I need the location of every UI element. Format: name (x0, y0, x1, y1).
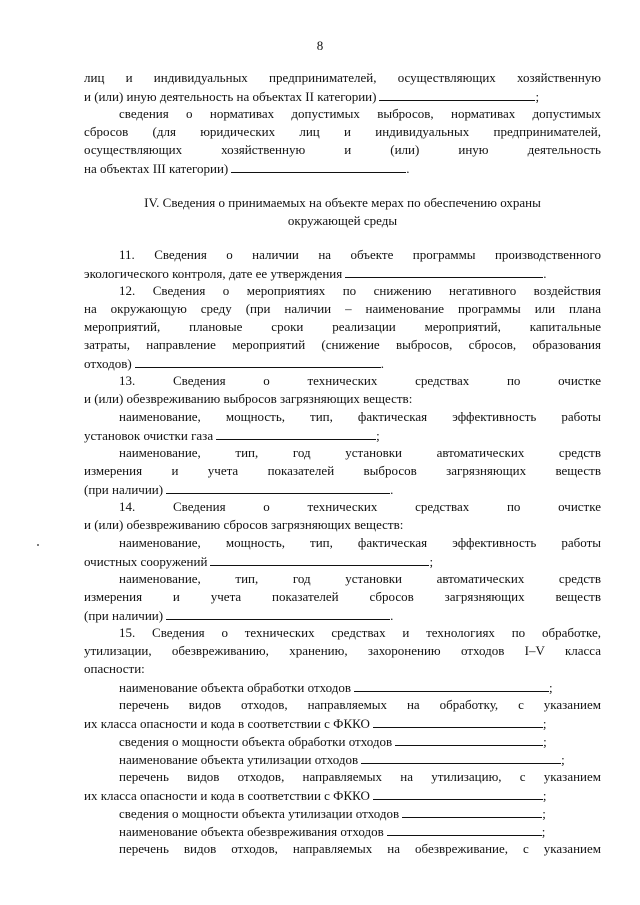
fill-in-blank[interactable] (354, 679, 549, 692)
line-text: наименование объекта обезвреживания отходов (119, 824, 384, 839)
scan-speck (37, 544, 39, 546)
text-line (84, 124, 601, 140)
line-text: мероприятий, плановые сроки реализации мероприятий, капитальные (84, 319, 601, 334)
fill-in-blank[interactable] (395, 733, 543, 746)
line-text: отходов) (84, 356, 132, 371)
text-line (84, 589, 601, 605)
line-text: их класса опасности и кода в соответствии с ФККО (84, 716, 370, 731)
line-text: и (или) иную деятельность на объектах II категории) (84, 89, 377, 104)
fill-in-blank[interactable] (166, 607, 390, 620)
section-heading-line (84, 213, 601, 229)
text-line (84, 427, 601, 444)
line-text: перечень видов отходов, направляемых на обезвреживание, с указанием (119, 841, 601, 856)
line-text: перечень видов отходов, направляемых на утилизацию, с указанием (119, 769, 601, 784)
fill-in-blank[interactable] (135, 355, 381, 368)
fill-in-blank[interactable] (373, 787, 543, 800)
line-text: и (или) обезвреживанию выбросов загрязняющих веществ: (84, 391, 413, 406)
text-line (84, 553, 601, 570)
text-line (84, 265, 601, 282)
page-number: 8 (316, 38, 324, 53)
text-line (119, 733, 601, 750)
text-line (119, 571, 601, 587)
text-line (84, 391, 601, 407)
line-text: перечень видов отходов, направляемых на обработку, с указанием (119, 697, 601, 712)
line-text: сведения о мощности объекта утилизации отходов (119, 806, 400, 821)
line-punctuation: ; (542, 806, 546, 821)
line-punctuation: ; (542, 716, 547, 731)
line-text: IV. Сведения о принимаемых на объекте мерах по обеспечению охраны (144, 195, 541, 210)
text-line (84, 355, 601, 372)
line-punctuation: . (390, 482, 394, 497)
line-text: сведения о мощности объекта обработки отходов (119, 734, 393, 749)
line-text: 11. Сведения о наличии на объекте программы производственного (119, 247, 601, 262)
line-text: (при наличии) (84, 608, 164, 623)
line-text: 13. Сведения о технических средствах по очистке (119, 373, 601, 388)
line-text: наименование, тип, год установки автоматических средств (119, 445, 601, 460)
text-line (84, 337, 601, 353)
fill-in-blank[interactable] (373, 715, 543, 728)
text-line (84, 481, 601, 498)
text-line (119, 823, 601, 840)
line-punctuation: ; (549, 680, 553, 695)
text-line (84, 661, 601, 677)
text-line (119, 697, 601, 713)
line-text: и (или) обезвреживанию сбросов загрязняющих веществ: (84, 517, 404, 532)
line-text: 15. Сведения о технических средствах и технологиях по обработке, (119, 625, 601, 640)
line-text: сбросов (для юридических лиц и индивидуальных предпринимателей, (84, 124, 601, 139)
line-text: окружающей среды (287, 213, 398, 228)
line-text: лиц и индивидуальных предпринимателей, осуществляющих хозяйственную (84, 70, 601, 85)
line-text: на объектах III категории) (84, 161, 229, 176)
line-text: опасности: (84, 661, 145, 676)
line-text: установок очистки газа (84, 428, 214, 443)
fill-in-blank[interactable] (166, 481, 390, 494)
fill-in-blank[interactable] (216, 427, 376, 440)
line-punctuation: . (390, 608, 394, 623)
line-text: осуществляющих хозяйственную и (или) иную деятельность (84, 142, 601, 157)
text-line (84, 643, 601, 659)
text-line (84, 787, 601, 804)
fill-in-blank[interactable] (402, 805, 542, 818)
line-text: измерения и учета показателей выбросов загрязняющих веществ (84, 463, 601, 478)
line-punctuation: . (406, 161, 410, 176)
text-line (84, 70, 601, 86)
line-text: наименование объекта утилизации отходов (119, 752, 359, 767)
text-line (84, 517, 601, 533)
line-text: утилизации, обезвреживанию, хранению, захоронению отходов I–V класса (84, 643, 601, 658)
fill-in-blank[interactable] (210, 553, 429, 566)
text-line (84, 88, 601, 105)
text-line (84, 607, 601, 624)
text-line (119, 535, 601, 551)
text-line (119, 769, 601, 785)
line-punctuation: ; (561, 752, 565, 767)
line-text: очистных сооружений (84, 554, 208, 569)
text-line (84, 142, 601, 158)
fill-in-blank[interactable] (387, 823, 542, 836)
text-line (119, 283, 601, 299)
text-line (84, 301, 601, 317)
line-text: наименование объекта обработки отходов (119, 680, 352, 695)
text-line (119, 373, 601, 389)
line-text: экологического контроля, дате ее утверждения (84, 266, 343, 281)
line-punctuation: ; (541, 824, 546, 839)
line-text: наименование, тип, год установки автоматических средств (119, 571, 601, 586)
line-text: измерения и учета показателей сбросов загрязняющих веществ (84, 589, 601, 604)
fill-in-blank[interactable] (231, 160, 406, 173)
line-text: сведения о нормативах допустимых выбросов, нормативах допустимых (119, 106, 601, 121)
line-text: (при наличии) (84, 482, 164, 497)
line-text: наименование, мощность, тип, фактическая эффективность работы (119, 535, 601, 550)
line-text: 12. Сведения о мероприятиях по снижению негативного воздействия (119, 283, 601, 298)
fill-in-blank[interactable] (345, 265, 543, 278)
line-text: наименование, мощность, тип, фактическая эффективность работы (119, 409, 601, 424)
fill-in-blank[interactable] (379, 88, 535, 101)
fill-in-blank[interactable] (361, 751, 561, 764)
line-punctuation: ; (376, 428, 380, 443)
line-punctuation: . (380, 356, 384, 371)
line-punctuation: ; (535, 89, 540, 104)
line-punctuation: ; (543, 734, 547, 749)
text-line (119, 751, 601, 768)
line-text: на окружающую среду (при наличии – наименование программы или плана (84, 301, 601, 316)
section-heading-line (84, 195, 601, 211)
text-line (119, 106, 601, 122)
text-line (84, 160, 601, 177)
text-line (119, 805, 601, 822)
line-text: затраты, направление мероприятий (снижение выбросов, сбросов, образования (84, 337, 601, 352)
text-line (119, 679, 601, 696)
text-line (119, 445, 601, 461)
line-punctuation: . (543, 266, 547, 281)
text-line (84, 715, 601, 732)
text-line (119, 409, 601, 425)
line-text: их класса опасности и кода в соответствии с ФККО (84, 788, 370, 803)
text-line (119, 247, 601, 263)
line-punctuation: ; (429, 554, 434, 569)
text-line (84, 463, 601, 479)
text-line (119, 841, 601, 857)
line-text: 14. Сведения о технических средствах по очистке (119, 499, 601, 514)
text-line (84, 319, 601, 335)
line-punctuation: ; (542, 788, 547, 803)
text-line (119, 625, 601, 641)
text-line (119, 499, 601, 515)
